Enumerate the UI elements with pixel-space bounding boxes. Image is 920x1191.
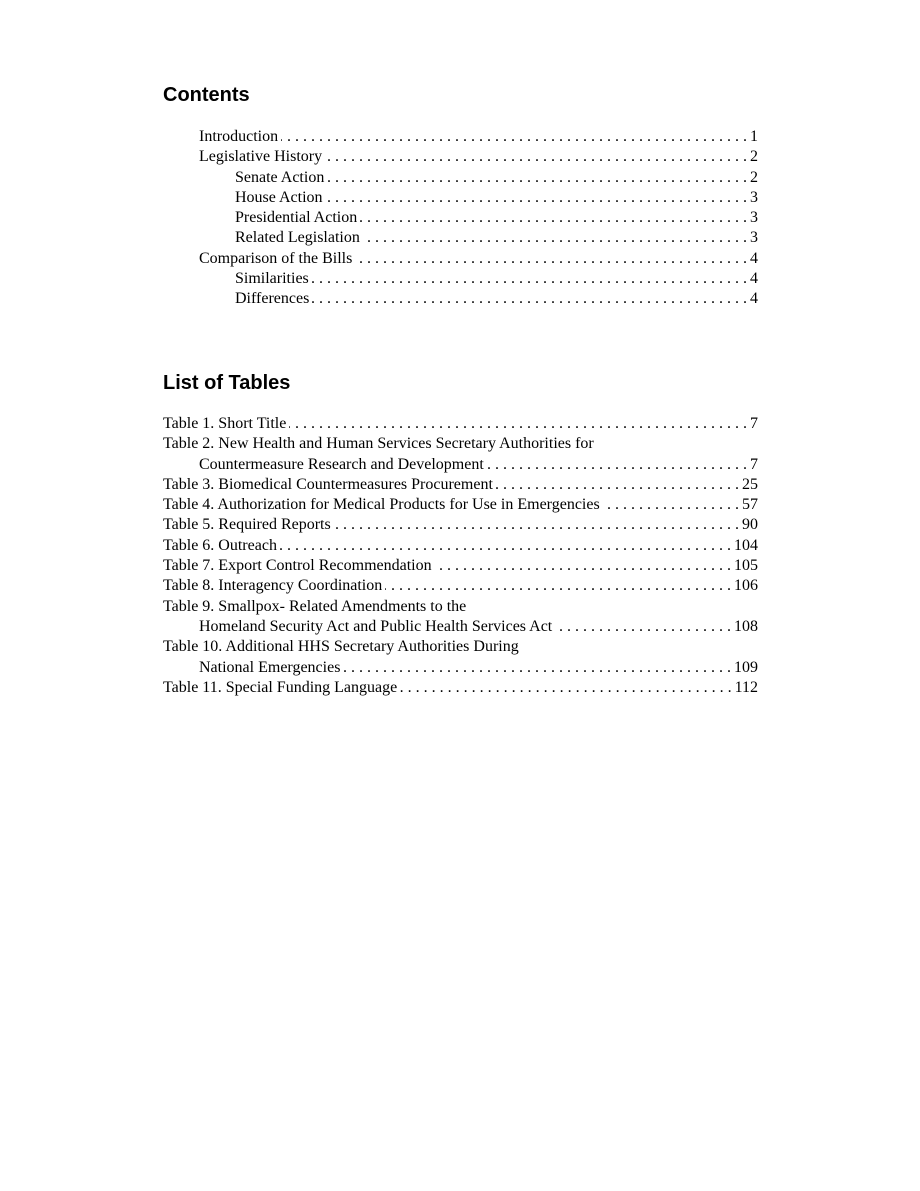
table-entry-page: 90 bbox=[742, 516, 758, 534]
table-entry-page: 7 bbox=[750, 415, 758, 432]
table-entry-label: Table 6. Outreach bbox=[163, 536, 277, 554]
toc-entry-page: 1 bbox=[750, 128, 758, 145]
toc-entry-page: 2 bbox=[750, 168, 758, 186]
dot-leader bbox=[343, 658, 731, 678]
table-entry-6[interactable] bbox=[163, 536, 758, 556]
table-entry-label: Table 3. Biomedical Countermeasures Procurement bbox=[163, 475, 493, 493]
table-entry-page: 105 bbox=[734, 557, 758, 575]
dot-leader bbox=[555, 617, 731, 637]
dot-leader bbox=[326, 188, 747, 208]
table-entry-2-continuation[interactable] bbox=[163, 455, 758, 475]
toc-entry-page: 3 bbox=[750, 188, 758, 206]
list-of-tables-heading: List of Tables bbox=[163, 372, 291, 394]
table-entry-7[interactable] bbox=[163, 556, 758, 576]
toc-entry-label: Introduction bbox=[199, 128, 279, 145]
table-entry-2[interactable] bbox=[163, 434, 758, 454]
toc-entry-senate-action[interactable] bbox=[163, 168, 758, 188]
toc-entry-presidential-action[interactable] bbox=[163, 208, 758, 228]
dot-leader bbox=[400, 678, 731, 698]
dot-leader bbox=[281, 127, 747, 147]
table-entry-3[interactable] bbox=[163, 475, 758, 495]
table-entry-8[interactable] bbox=[163, 576, 758, 596]
table-entry-5[interactable] bbox=[163, 515, 758, 535]
toc-entry-comparison-of-the-bills[interactable] bbox=[163, 249, 758, 269]
dot-leader bbox=[360, 208, 747, 228]
table-entry-page: 57 bbox=[742, 496, 758, 514]
toc-entry-label: Comparison of the Bills bbox=[199, 249, 353, 267]
dot-leader bbox=[327, 168, 747, 188]
contents-heading: Contents bbox=[163, 84, 250, 106]
toc-entry-page: 4 bbox=[750, 290, 758, 308]
table-entry-page: 108 bbox=[734, 617, 758, 635]
contents-list bbox=[163, 127, 758, 310]
table-entry-label: Table 10. Additional HHS Secretary Authorities During bbox=[163, 638, 519, 656]
table-entry-label: Table 2. New Health and Human Services Secretary Authorities for bbox=[163, 435, 594, 453]
table-entry-continuation: National Emergencies bbox=[199, 658, 341, 676]
toc-entry-label: Presidential Action bbox=[235, 209, 358, 227]
dot-leader bbox=[325, 147, 747, 167]
toc-entry-legislative-history[interactable] bbox=[163, 147, 758, 167]
toc-entry-house-action[interactable] bbox=[163, 188, 758, 208]
dot-leader bbox=[385, 576, 731, 596]
table-entry-continuation: Homeland Security Act and Public Health Services Act bbox=[199, 617, 553, 635]
table-entry-continuation: Countermeasure Research and Development bbox=[199, 455, 484, 473]
table-entry-9-continuation[interactable] bbox=[163, 617, 758, 637]
toc-entry-label: House Action bbox=[235, 188, 323, 206]
table-entry-11[interactable] bbox=[163, 678, 758, 698]
table-entry-10-continuation[interactable] bbox=[163, 658, 758, 678]
toc-entry-label: Legislative History bbox=[199, 148, 323, 166]
table-entry-1[interactable] bbox=[163, 414, 758, 434]
toc-entry-introduction[interactable] bbox=[163, 127, 758, 147]
dot-leader bbox=[334, 515, 739, 535]
toc-entry-page: 3 bbox=[750, 209, 758, 227]
table-entry-label: Table 9. Smallpox- Related Amendments to the bbox=[163, 597, 467, 615]
table-entry-page: 106 bbox=[734, 577, 758, 595]
toc-entry-similarities[interactable] bbox=[163, 269, 758, 289]
table-entry-4[interactable] bbox=[163, 495, 758, 515]
table-entry-page: 104 bbox=[734, 536, 758, 554]
dot-leader bbox=[496, 475, 739, 495]
table-entry-label: Table 8. Interagency Coordination bbox=[163, 577, 383, 595]
toc-entry-label: Related Legislation bbox=[235, 229, 360, 247]
toc-entry-label: Similarities bbox=[235, 270, 309, 288]
toc-entry-label: Differences bbox=[235, 290, 310, 308]
dot-leader bbox=[487, 455, 747, 475]
toc-entry-page: 2 bbox=[750, 148, 758, 166]
toc-entry-label: Senate Action bbox=[235, 168, 325, 186]
toc-entry-related-legislation[interactable] bbox=[163, 228, 758, 248]
dot-leader bbox=[312, 269, 747, 289]
table-entry-label: Table 11. Special Funding Language bbox=[163, 678, 398, 696]
toc-entry-page: 4 bbox=[750, 270, 758, 288]
table-entry-page: 25 bbox=[742, 475, 758, 493]
table-entry-page: 112 bbox=[734, 678, 758, 696]
dot-leader bbox=[363, 228, 747, 248]
table-entry-label: Table 4. Authorization for Medical Products for Use in Emergencies bbox=[163, 496, 600, 514]
table-entry-label: Table 5. Required Reports bbox=[163, 516, 331, 534]
dot-leader bbox=[280, 536, 731, 556]
dot-leader bbox=[435, 556, 731, 576]
dot-leader bbox=[289, 414, 747, 434]
list-of-tables bbox=[163, 414, 758, 698]
table-entry-label: Table 1. Short Title bbox=[163, 415, 287, 432]
table-entry-page: 109 bbox=[734, 658, 758, 676]
dot-leader bbox=[603, 495, 739, 515]
toc-entry-page: 4 bbox=[750, 249, 758, 267]
table-entry-10[interactable] bbox=[163, 637, 758, 657]
dot-leader bbox=[355, 249, 747, 269]
dot-leader bbox=[312, 289, 747, 309]
toc-entry-differences[interactable] bbox=[163, 289, 758, 309]
table-entry-label: Table 7. Export Control Recommendation bbox=[163, 557, 432, 575]
table-entry-9[interactable] bbox=[163, 597, 758, 617]
toc-entry-page: 3 bbox=[750, 229, 758, 247]
table-entry-page: 7 bbox=[750, 455, 758, 473]
